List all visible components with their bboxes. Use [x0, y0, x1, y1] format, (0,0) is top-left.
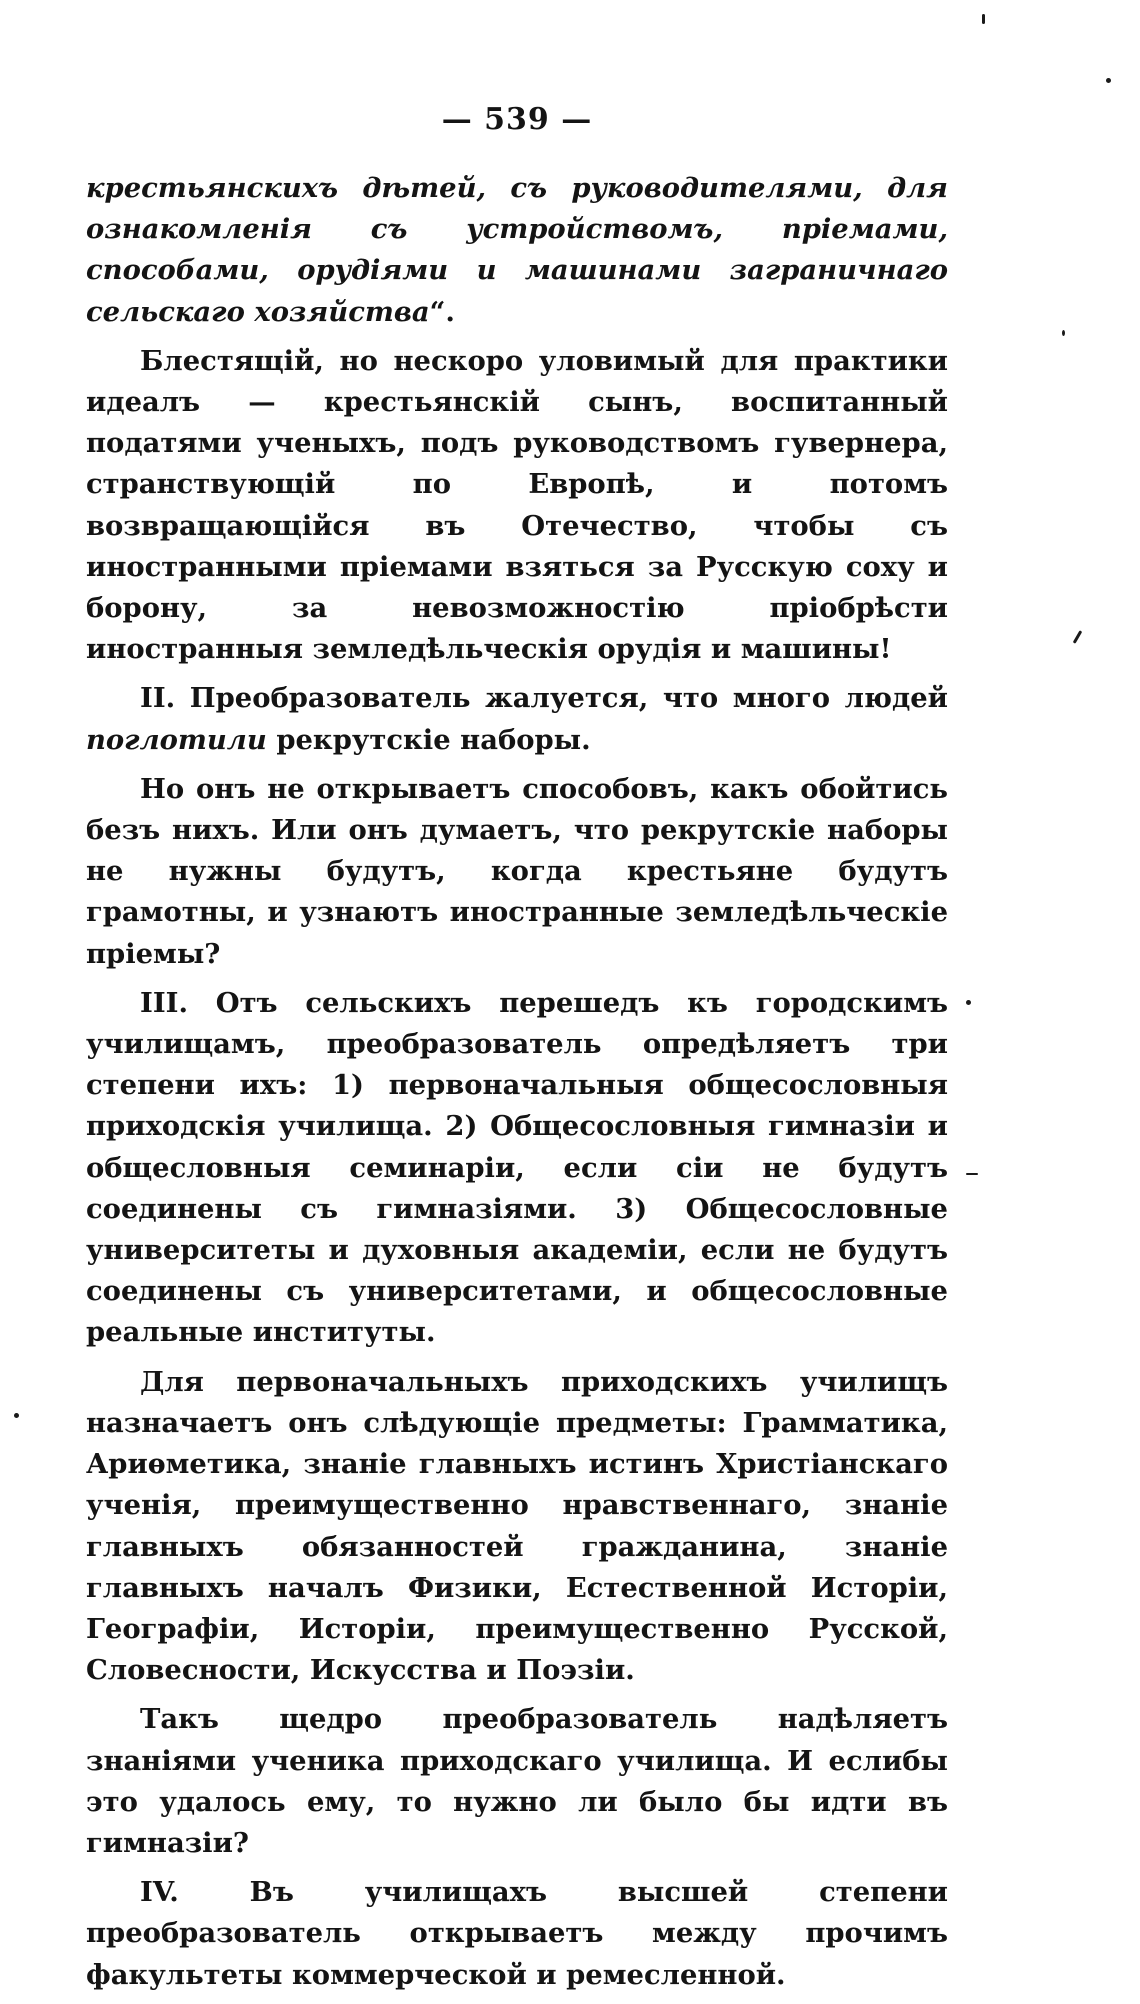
paragraph-text: Такъ щедро преобразователь надѣляетъ знаніями ученика приходскаго училища. И еслибы это удалось ему, то нужно ли было бы идти въ гимназіи? — [86, 1703, 948, 1859]
book-page — [86, 0, 948, 1991]
scan-speck — [14, 1413, 19, 1418]
paragraph-ideal — [86, 341, 948, 671]
paragraph-continuation — [86, 168, 948, 333]
scan-speck — [1062, 330, 1065, 336]
scan-speck — [966, 1000, 971, 1005]
paragraph-recruitment — [86, 769, 948, 975]
paragraph-text: III. Отъ сельскихъ перешедъ къ городскимъ училищамъ, преобразователь опредѣляетъ три степени ихъ: 1) первоначальныя общесословныя приходскія училища. 2) Общесословныя гимназіи и общесловныя семинаріи, если сіи не будутъ соединены съ гимназіями. 3) Общесословные университеты и духовныя академіи, если не будутъ соединены съ университетами, и общесословные реальные институты. — [86, 986, 948, 1349]
paragraph-text-tail: рекрутскіе наборы. — [276, 723, 591, 756]
italic-word: поглотили — [86, 723, 267, 756]
paragraph-text: II. Преобразователь жалуется, что много людей — [140, 682, 948, 715]
scan-speck — [966, 1173, 978, 1175]
page-body-text — [86, 168, 948, 2004]
quote-closing-mark: “. — [429, 295, 455, 328]
paragraph-section-iii — [86, 983, 948, 1354]
paragraph-text: IV. Въ училищахъ высшей степени преобразователь открываетъ между прочимъ факультеты коммерческой и ремесленной. — [86, 1876, 948, 1991]
paragraph-text: Но онъ не открываетъ способовъ, какъ обойтись безъ нихъ. Или онъ думаетъ, что рекрутскіе наборы не нужны будутъ, когда крестьяне будутъ грамотны, и узнаютъ иностранные земледѣльческіе пріемы? — [86, 772, 948, 970]
paragraph-text: Для первоначальныхъ приходскихъ училищъ назначаетъ онъ слѣдующіе предметы: Грамматика, Ариѳметика, знаніе главныхъ истинъ Христіанскаго ученія, преимущественно нравственнаго, знаніе главныхъ обязанностей гражданина, знаніе главныхъ началъ Физики, Естественной Исторіи, Географіи, Исторіи, преимущественно Русской, Словесности, Искусства и Поэзіи. — [86, 1365, 948, 1687]
scan-speck — [1073, 630, 1083, 644]
paragraph-section-iv — [86, 1872, 948, 1996]
scan-speck — [982, 14, 985, 24]
scan-speck — [1106, 78, 1111, 83]
paragraph-subjects — [86, 1362, 948, 1692]
italic-quote-text: крестьянскихъ дѣтей, съ руководителями, для ознакомленія съ устройствомъ, пріемами, способами, орудіями и машинами заграничнаго сельскаго хозяйства — [86, 172, 948, 328]
paragraph-generosity — [86, 1699, 948, 1864]
paragraph-text: Блестящій, но нескоро уловимый для практики идеалъ — крестьянскій сынъ, воспитанный податями ученыхъ, подъ руководствомъ гувернера, странствующій по Европѣ, и потомъ возвращающійся въ Отечество, чтобы съ иностранными пріемами взяться за Русскую соху и борону, за невозможностію пріобрѣсти иностранныя земледѣльческія орудія и машины! — [86, 344, 948, 666]
paragraph-section-ii — [86, 678, 948, 760]
page-number: — 539 — — [441, 102, 593, 137]
